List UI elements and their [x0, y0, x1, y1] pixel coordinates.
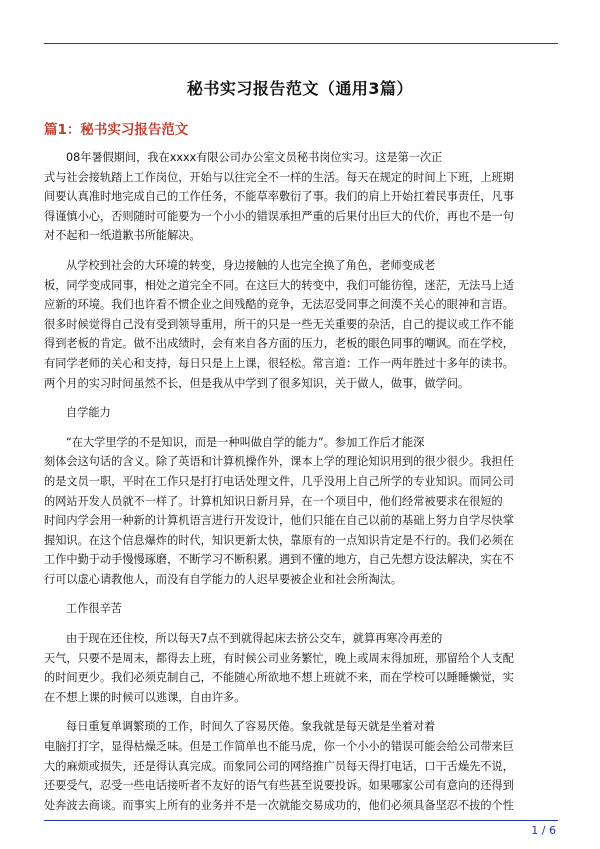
- header-rule: [44, 43, 558, 44]
- text-line: 两个月的实习时间虽然不长，但是我从中学到了很多知识，关于做人，做事，做学问。: [44, 376, 470, 390]
- text-line: 握知识。在这个信息爆炸的时代，知识更新太快，靠原有的一点知识肯定是不行的。我们必须在: [44, 533, 514, 547]
- paragraph: [44, 256, 558, 393]
- text-line: 由于现在还住校，所以每天7点不到就得起床去挤公交车，就算再寒冷再差的: [66, 632, 443, 646]
- text-line: 对不起和一纸道歉书所能解决。: [44, 229, 201, 243]
- text-line: 电脑打打字，显得枯燥乏味。但是工作简单也不能马虎，你一个小小的错误可能会给公司带来巨: [44, 740, 514, 754]
- text-line: 刻体会这句话的含义。除了英语和计算机操作外，课本上学的理论知识用到的很少很少。我担任: [44, 455, 514, 469]
- text-line: 还要受气，忍受一些电话接听者不友好的语气有些甚至说要投诉。如果哪家公司有意向的还得到: [44, 779, 514, 793]
- text-line: 从学校到社会的大环境的转变，身边接触的人也完全换了角色，老师变成老: [66, 258, 436, 272]
- text-line: 处奔波去商谈。而事实上所有的业务并不是一次就能交易成功的，他们必须具备坚忍不拔的个性: [44, 798, 514, 812]
- paragraph: [44, 148, 558, 246]
- text-line: 得到老板的肯定。做不出成绩时，会有来自各方面的压力，老板的眼色同事的嘲讽。而在学校，: [44, 337, 514, 351]
- subsection-heading: 工作很辛苦: [66, 602, 122, 616]
- text-line: 的时间更少。我们必须克制自己，不能随心所欲地不想上班就不来，而在学校可以睡睡懒觉，实: [44, 671, 514, 685]
- text-line: 式与社会接轨踏上工作岗位，开始与以往完全不一样的生活。每天在规定的时间上下班，上班期: [44, 170, 514, 184]
- page-indicator: 1 / 6: [531, 824, 556, 837]
- text-line: 应新的环境。我们也许看不惯企业之间残酷的竞争，无法忍受同事之间漠不关心的眼神和言语。: [44, 298, 514, 312]
- document-title: 秘书实习报告范文（通用3篇）: [186, 79, 414, 98]
- text-line: 每日重复单调繁琐的工作，时间久了容易厌倦。象我就是每天就是坐着对着: [66, 720, 436, 734]
- text-line: 的网站开发人员就不一样了。计算机知识日新月异，在一个项目中，他们经常被要求在很短的: [44, 494, 503, 508]
- text-line: 的是文员一职，平时在工作只是打打电话处理文件，几乎没用上自己所学的专业知识。而同公司: [44, 474, 514, 488]
- text-line: 在不想上课的时候可以逃课，自由许多。: [44, 690, 246, 704]
- text-line: 很多时候觉得自己没有受到领导重用，所干的只是一些无关重要的杂活，自己的提议或工作不能: [44, 317, 514, 331]
- text-line: 间要认真准时地完成自己的工作任务，不能草率敷衍了事。我们的肩上开始扛着民事责任，凡事: [44, 190, 514, 204]
- paragraph: [44, 433, 558, 590]
- text-line: 08年暑假期间，我在xxxx有限公司办公室文员秘书岗位实习。这是第一次正: [66, 151, 443, 164]
- text-line: 时间内学会用一种新的计算机语言进行开发设计，他们只能在自己以前的基础上努力自学尽快掌: [44, 514, 514, 528]
- text-line: 得谨慎小心，否则随时可能要为一个小小的错误承担严重的后果付出巨大的代价，再也不是一句: [44, 209, 514, 223]
- section-heading: 篇1：秘书实习报告范文: [44, 122, 189, 138]
- text-line: 大的麻烦或损失，还是得认真完成。而象同公司的网络推广员每天得打电话，口干舌燥先不说，: [44, 759, 514, 773]
- text-line: 板，同学变成同事，相处之道完全不同。在这巨大的转变中，我们可能彷徨，迷茫，无法马上适: [44, 278, 514, 292]
- text-line: 工作中勤于动手慢慢琢磨，不断学习不断积累。遇到不懂的地方，自己先想方设法解决，实在不: [44, 553, 514, 567]
- paragraph: [44, 717, 558, 815]
- text-line: “在大学里学的不是知识，而是一种叫做自学的能力”。参加工作后才能深: [66, 435, 425, 449]
- subsection-heading: 自学能力: [66, 406, 111, 420]
- paragraph: [44, 629, 558, 707]
- document-body: [44, 148, 558, 825]
- text-line: 有同学老师的关心和支持，每日只是上上课，很轻松。常言道：工作一两年胜过十多年的读书。: [44, 356, 514, 370]
- text-line: 行可以虚心请教他人，而没有自学能力的人迟早要被企业和社会所淘汰。: [44, 572, 403, 586]
- footer-rule: [44, 820, 558, 821]
- text-line: 天气，只要不是周末，都得去上班，有时候公司业务繁忙，晚上或周末得加班，那留给个人支配: [44, 651, 514, 665]
